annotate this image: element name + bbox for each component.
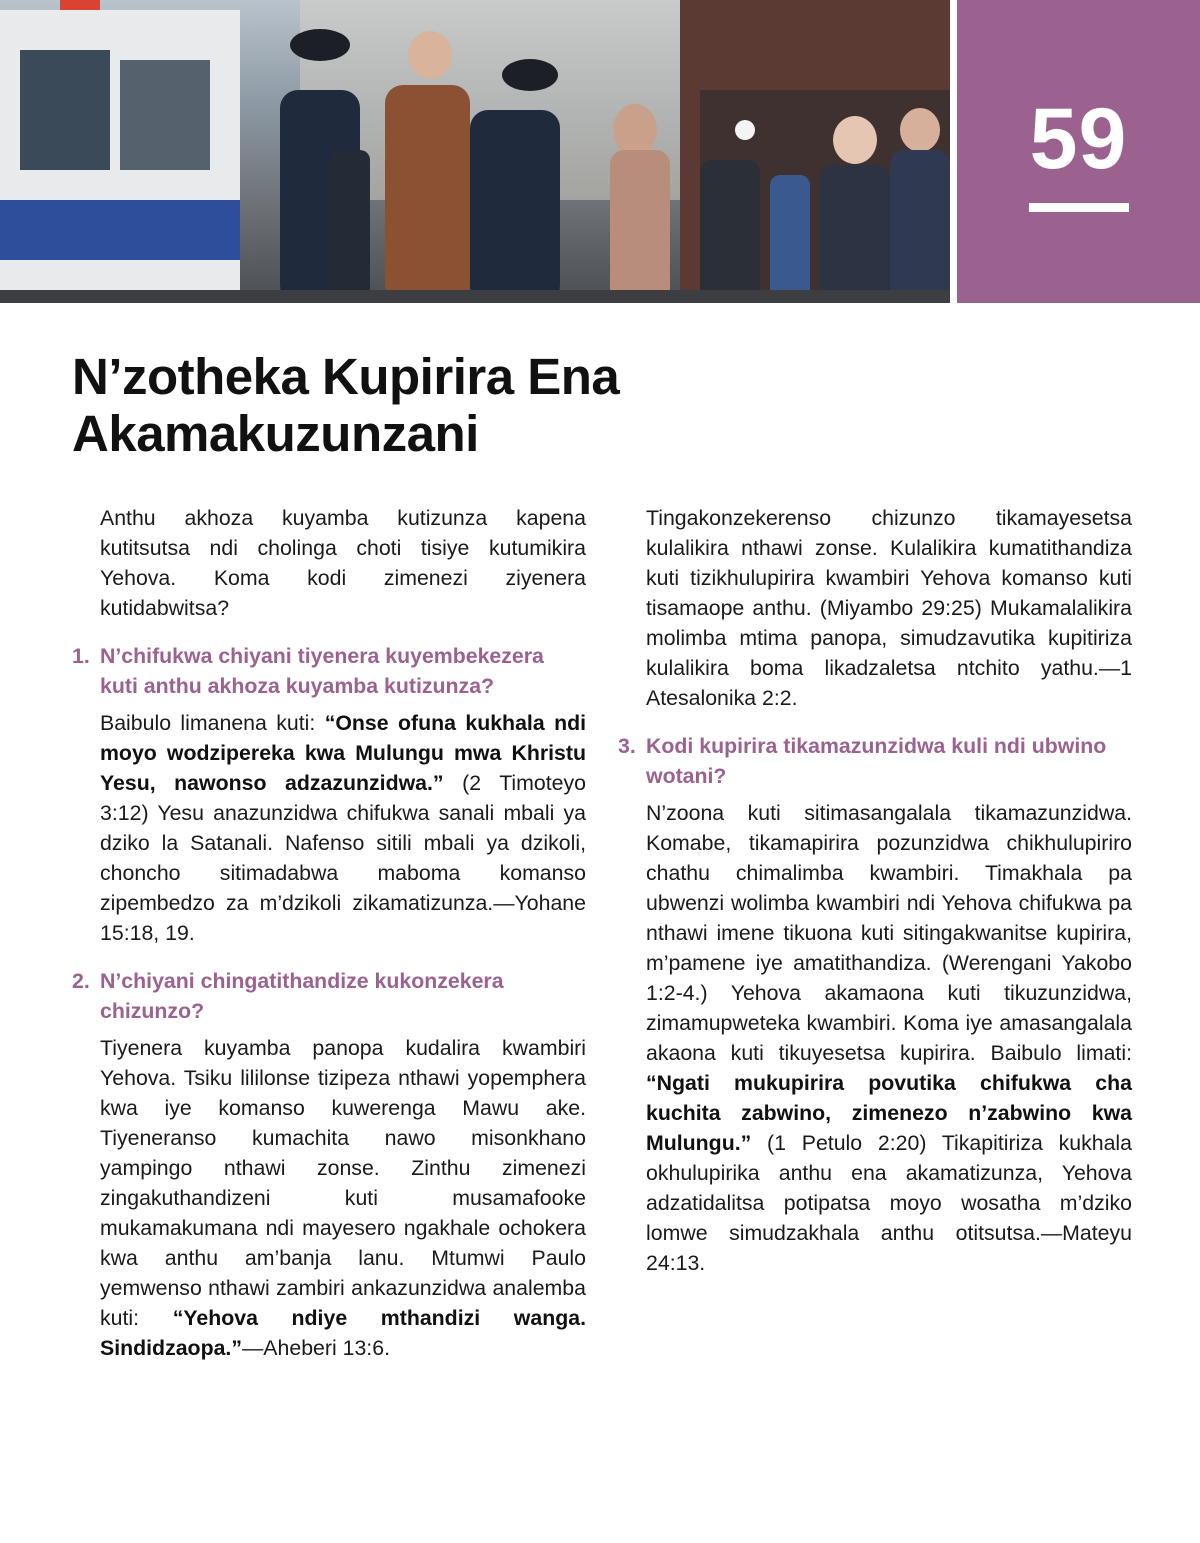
answer-1-scripture-quote: “Onse ofuna kukhala ndi moyo wodzipereka kwa Mulungu mwa Khristu Yesu, nawonso adzazunzidwa.” [100, 711, 586, 795]
left-column [72, 503, 586, 1363]
answer-2-text-a: Tiyenera kuyamba panopa kudalira kwambiri Yehova. Tsiku lililonse tizipeza nthawi yopemphera kwa iye komanso kuwerenga Mawu ake. Tiyeneranso kumachita nawo misonkhano yampingo nthawi zonse. Zinthu zimenezi zingakuthandizeni kuti musamafooke mukamakumana ndi mayesero ngakhale ochokera kwa anthu am’banja lanu. Mtumwi Paulo yemwenso nthawi zambiri ankazunzidwa analemba kuti: [100, 1036, 586, 1330]
hero-photo [0, 0, 950, 303]
question-2-number: 2. [72, 969, 90, 993]
answer-3-text-a: N’zoona kuti sitimasangalala tikamazunzidwa. Komabe, tikamapirira pozunzidwa chikhulupiriro chathu chimalimba kwambiri. Timakhala pa ubwenzi wolimba kwambiri ndi Yehova chifukwa pa nthawi imene tikuona kuti sitingakwanitse kupirira, m’pamene iye amatithandiza. (Werengani Yakobo 1:2-4.) Yehova akamaona kuti tikuzunzidwa, zimamupweteka kwambiri. Koma iye amasangalala akaona kuti tikuyesetsa kupirira. Baibulo limati: [646, 801, 1132, 1065]
question-2-text: N’chiyani chingatithandize kukonzekera chizunzo? [100, 969, 504, 1023]
question-1 [72, 641, 586, 701]
question-2 [72, 966, 586, 1026]
answer-2-continuation: Tingakonzekerenso chizunzo tikamayesetsa kulalikira nthawi zonse. Kulalikira kumatithandiza kuti tizikhulupirira kwambiri Yehova komanso kuti tisamaope anthu. (Miyambo 29:25) Mukamalalikira molimba mtima panopa, simudzavutika kupitiriza kulalikira boma likadzaletsa ntchito yathu.—1 Atesalonika 2:2. [646, 506, 1132, 710]
title-line-2: Akamakuzunzani [72, 405, 479, 462]
answer-2-text-b: —Aheberi 13:6. [242, 1336, 390, 1360]
question-3-number: 3. [618, 734, 636, 758]
answer-1-text-b: (2 Timoteyo 3:12) Yesu anazunzidwa chifukwa sanali mbali ya dziko la Satanali. Nafenso sitili mbali ya dzikoli, choncho sitimadabwa maboma komanso zipembedzo za m’dzikoli zikamatizunza.—Yohane 15:18, 19. [100, 771, 586, 945]
lesson-number: 59 [1029, 91, 1128, 187]
answer-3-paragraph [646, 798, 1132, 1278]
question-1-number: 1. [72, 644, 90, 668]
question-3-text: Kodi kupirira tikamazunzidwa kuli ndi ubwino wotani? [646, 734, 1107, 788]
question-3 [618, 731, 1132, 791]
right-column [618, 503, 1132, 1278]
lesson-number-badge [957, 0, 1200, 303]
answer-2-paragraph [100, 1033, 586, 1363]
answer-1-text-a: Baibulo limanena kuti: [100, 711, 325, 735]
answer-3-text-b: (1 Petulo 2:20) Tikapitiriza kukhala okhulupirika anthu ena akamatizunza, Yehova adzatidalitsa potipatsa moyo wosatha m’dziko lomwe simudzakhala anthu otitsutsa.—Mateyu 24:13. [646, 1131, 1132, 1275]
title-line-1: N’zotheka Kupirira Ena [72, 348, 620, 405]
page-title [72, 348, 872, 462]
answer-3-scripture-quote: “Ngati mukupirira povutika chifukwa cha kuchita zabwino, zimenezo n’zabwino kwa Mulungu.” [646, 1071, 1132, 1155]
answer-1-paragraph [100, 708, 586, 948]
question-1-text: N’chifukwa chiyani tiyenera kuyembekezera kuti anthu akhoza kuyamba kutizunza? [100, 644, 544, 698]
answer-2-scripture-quote: “Yehova ndiye mthandizi wanga. Sindidzaopa.” [100, 1306, 586, 1360]
lesson-number-underline [1029, 203, 1129, 212]
intro-paragraph: Anthu akhoza kuyamba kutizunza kapena kutitsutsa ndi cholinga choti tisiye kutumikira Yehova. Koma kodi zimenezi ziyenera kutidabwitsa? [100, 506, 586, 620]
